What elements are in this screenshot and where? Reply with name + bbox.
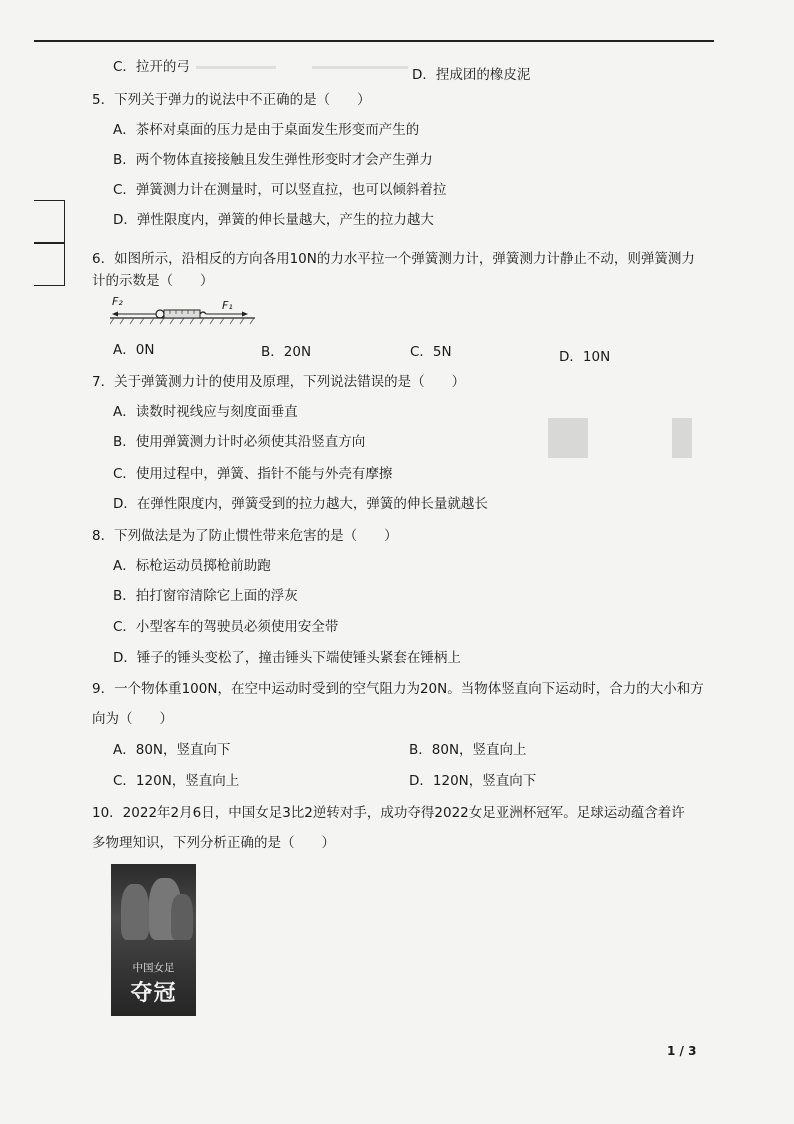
ring (156, 310, 164, 318)
womens-football-photo (111, 864, 196, 1016)
top-rule (34, 40, 714, 42)
q9-stem-line2: 向为（ ） (92, 711, 173, 727)
q5-stem: 5．下列关于弹力的说法中不正确的是（ ） (92, 92, 371, 108)
q5-option-a: A．茶杯对桌面的压力是由于桌面发生形变而产生的 (113, 122, 420, 138)
player-figure (121, 884, 149, 940)
hook (200, 312, 206, 314)
q8-stem: 8．下列做法是为了防止惯性带来危害的是（ ） (92, 528, 398, 544)
q8-option-a: A．标枪运动员掷枪前助跑 (113, 558, 271, 574)
scan-smudge (672, 418, 692, 458)
binding-mark (34, 242, 65, 286)
binding-mark (34, 200, 65, 244)
q5-option-b: B．两个物体直接接触且发生弹性形变时才会产生弹力 (113, 152, 433, 168)
prev-option-c: C．拉开的弓 (113, 59, 190, 75)
q5-option-d: D．弹性限度内，弹簧的伸长量越大，产生的拉力越大 (113, 212, 434, 228)
q9-stem-line1: 9．一个物体重100N，在空中运动时受到的空气阻力为20N。当物体竖直向下运动时，合力的大小和方 (92, 681, 704, 697)
q8-option-b: B．拍打窗帘清除它上面的浮灰 (113, 588, 298, 604)
table-hatching (110, 318, 254, 324)
q9-option-c: C．120N，竖直向上 (113, 773, 240, 789)
photo-caption-large: 夺冠 (130, 980, 177, 1006)
q6-option-a: A．0N (113, 342, 155, 358)
q7-option-a: A．读数时视线应与刻度面垂直 (113, 404, 298, 420)
q6-option-b: B．20N (261, 344, 312, 360)
q7-option-d: D．在弹性限度内，弹簧受到的拉力越大，弹簧的伸长量就越长 (113, 496, 488, 512)
label-f1: F₁ (222, 299, 233, 312)
q8-option-c: C．小型客车的驾驶员必须使用安全带 (113, 619, 339, 635)
q9-option-d: D．120N，竖直向下 (409, 773, 537, 789)
q6-option-c: C．5N (410, 344, 452, 360)
scan-smudge (312, 66, 408, 69)
q7-option-c: C．使用过程中，弹簧、指针不能与外壳有摩擦 (113, 466, 393, 482)
photo-caption-small: 中国女足 (132, 962, 175, 974)
q6-stem-line1: 6．如图所示，沿相反的方向各用10N的力水平拉一个弹簧测力计，弹簧测力计静止不动，则弹簧测力 (92, 251, 695, 267)
q8-option-d: D．锤子的锤头变松了，撞击锤头下端使锤头紧套在锤柄上 (113, 650, 461, 666)
q6-stem-line2: 计的示数是（ ） (92, 273, 214, 289)
q7-stem: 7．关于弹簧测力计的使用及原理，下列说法错误的是（ ） (92, 374, 466, 390)
spring-scale-diagram (110, 296, 260, 330)
q7-option-b: B．使用弹簧测力计时必须使其沿竖直方向 (113, 434, 366, 450)
q5-option-c: C．弹簧测力计在测量时，可以竖直拉，也可以倾斜着拉 (113, 182, 447, 198)
scan-smudge (196, 66, 276, 69)
q10-stem-line1: 10．2022年2月6日，中国女足3比2逆转对手，成功夺得2022女足亚洲杯冠军。足球运动蕴含着许 (92, 805, 685, 821)
q6-option-d: D．10N (559, 349, 611, 365)
label-f2: F₂ (112, 295, 123, 308)
q9-option-a: A．80N，竖直向下 (113, 742, 231, 758)
q10-stem-line2: 多物理知识，下列分析正确的是（ ） (92, 835, 335, 851)
prev-option-d: D．捏成团的橡皮泥 (412, 67, 531, 83)
q9-option-b: B．80N，竖直向上 (409, 742, 527, 758)
player-figure (171, 894, 193, 940)
scan-smudge (548, 418, 588, 458)
page-number: 1 / 3 (667, 1044, 697, 1058)
